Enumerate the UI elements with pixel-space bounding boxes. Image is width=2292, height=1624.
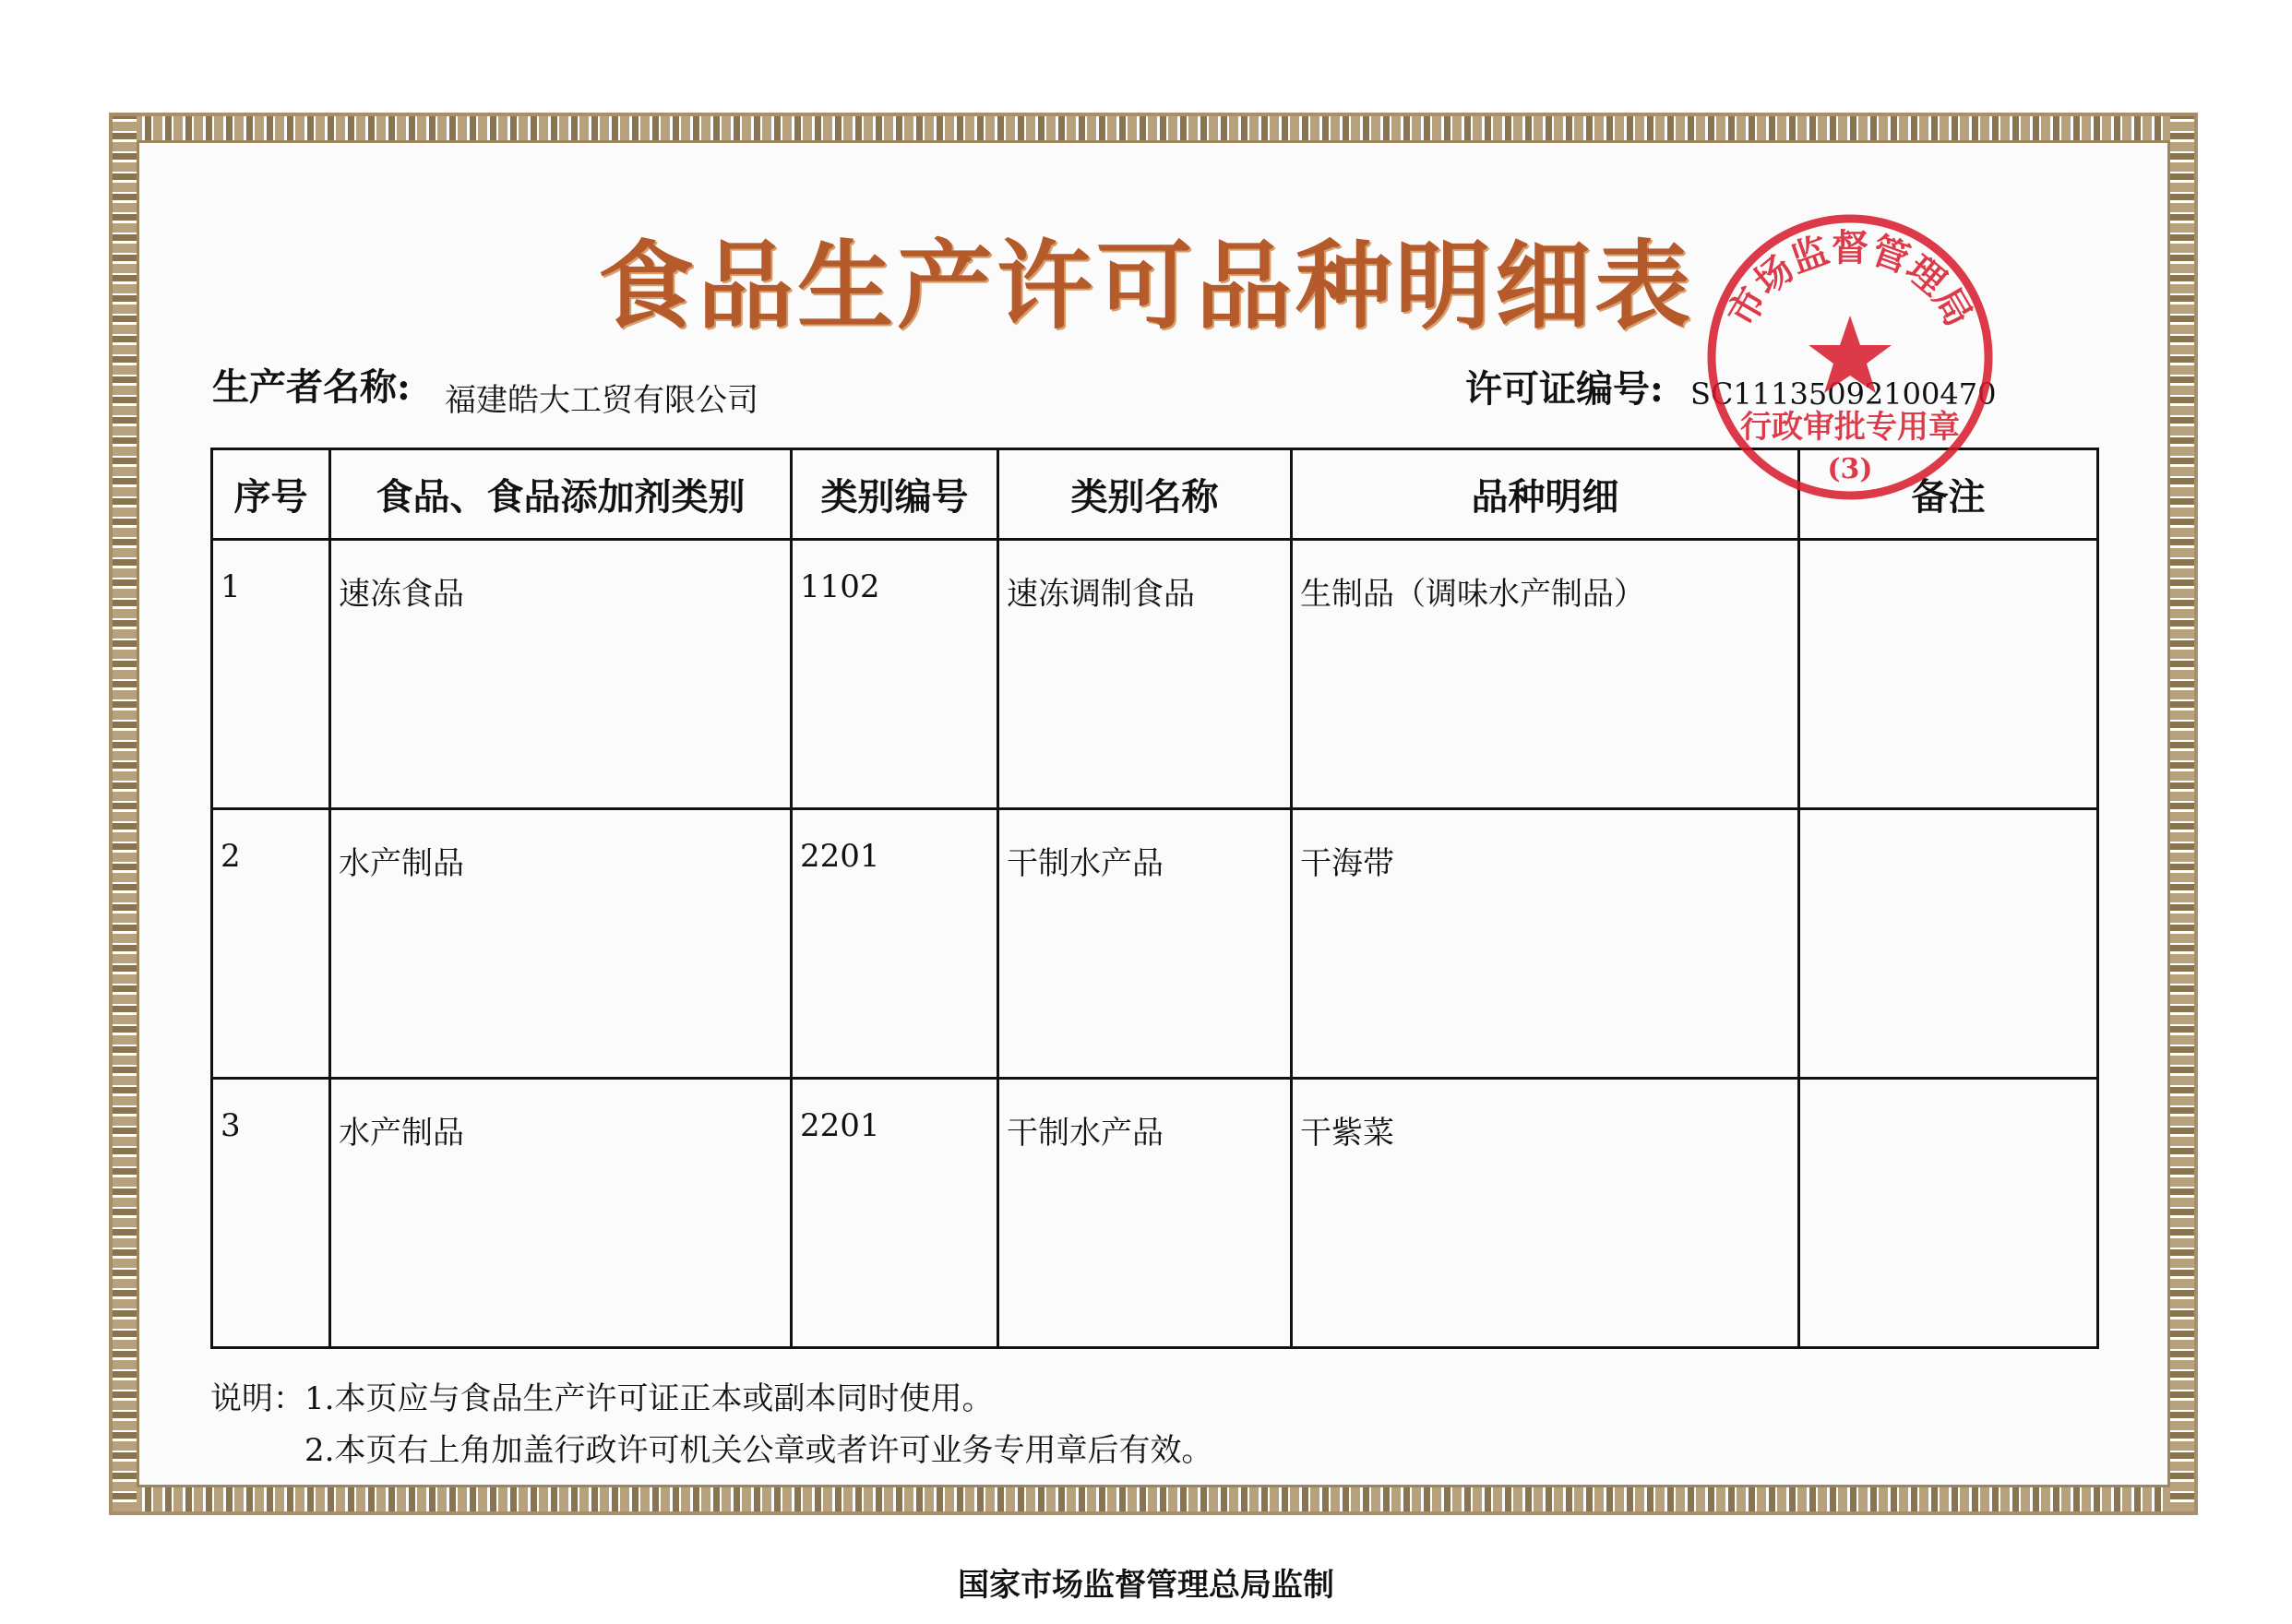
license-number: SC11135092100470	[1690, 376, 1997, 412]
cell-variety-detail: 干海带	[1292, 809, 1799, 1079]
cell-variety-detail: 干紫菜	[1292, 1079, 1799, 1348]
table-row	[212, 1079, 2098, 1348]
document-title: 食品生产许可品种明细表	[597, 229, 1694, 342]
cell-remarks	[1799, 1079, 2098, 1348]
cell-category-code: 2201	[792, 1079, 998, 1348]
header-variety-detail: 品种明细	[1292, 449, 1799, 540]
header-serial: 序号	[212, 449, 330, 540]
producer-name: 福建皓大工贸有限公司	[445, 382, 758, 419]
cell-remarks	[1799, 809, 2098, 1079]
seal-star-icon	[1809, 316, 1892, 393]
variety-detail-table	[210, 448, 2099, 1349]
license-label: 许可证编号:	[1465, 367, 1664, 411]
cell-serial: 1	[212, 540, 330, 809]
cell-category: 速冻食品	[330, 540, 792, 809]
cell-variety-detail: 生制品（调味水产制品）	[1292, 540, 1799, 809]
cell-category: 水产制品	[330, 1079, 792, 1348]
seal-number: (3)	[1827, 453, 1873, 485]
header-category-code: 类别编号	[792, 449, 998, 540]
table-row	[212, 809, 2098, 1079]
table-row	[212, 540, 2098, 809]
producer-label: 生产者名称:	[212, 365, 411, 409]
cell-serial: 3	[212, 1079, 330, 1348]
header-remarks: 备注	[1799, 449, 2098, 540]
cell-category-name: 速冻调制食品	[998, 540, 1292, 809]
header-category: 食品、食品添加剂类别	[330, 449, 792, 540]
note-line-1: 说明：1.本页应与食品生产许可证正本或副本同时使用。	[210, 1380, 994, 1417]
cell-category-code: 1102	[792, 540, 998, 809]
seal-sub-text: 行政审批专用章	[1740, 409, 1960, 446]
cell-remarks	[1799, 540, 2098, 809]
issuer-footer: 国家市场监督管理总局监制	[958, 1567, 1334, 1604]
cell-category-name: 干制水产品	[998, 1079, 1292, 1348]
header-category-name: 类别名称	[998, 449, 1292, 540]
cell-category: 水产制品	[330, 809, 792, 1079]
seal-arc-text: 市场监督管理局	[1719, 226, 1981, 334]
cell-category-name: 干制水产品	[998, 809, 1292, 1079]
note-line-2: 2.本页右上角加盖行政许可机关公章或者许可业务专用章后有效。	[304, 1432, 1213, 1469]
cell-category-code: 2201	[792, 809, 998, 1079]
cell-serial: 2	[212, 809, 330, 1079]
official-seal-stamp	[1698, 205, 2002, 509]
